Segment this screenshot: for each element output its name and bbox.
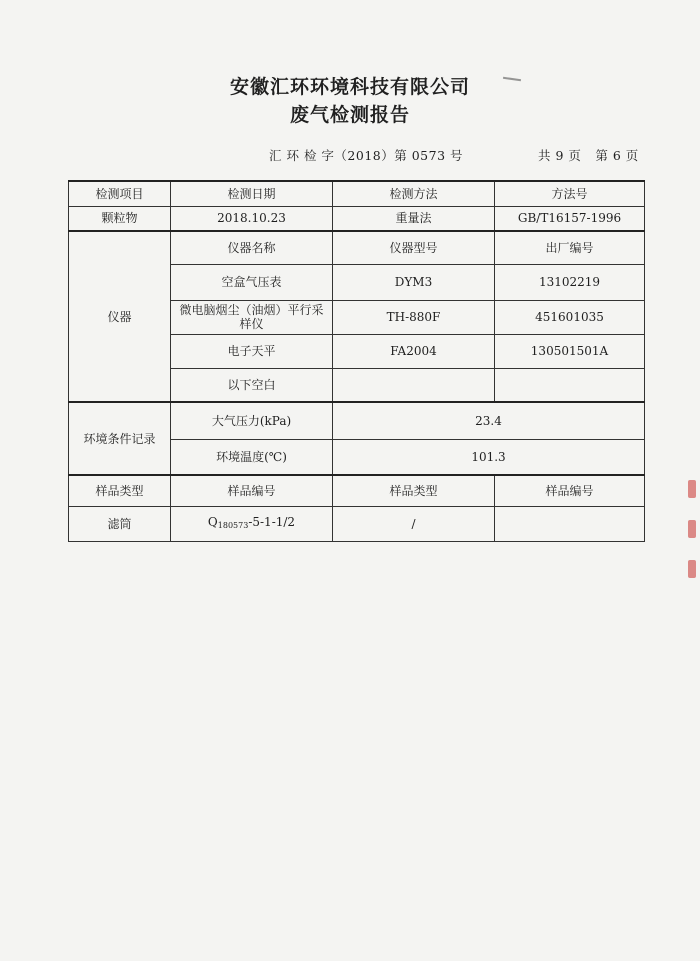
instrument-model: DYM3 <box>333 264 495 300</box>
instrument-group-label: 仪器 <box>69 231 171 402</box>
instrument-name: 空盒气压表 <box>171 264 333 300</box>
environment-group-label: 环境条件记录 <box>69 402 171 475</box>
sample-number <box>171 506 333 541</box>
environment-label: 环境温度(℃) <box>171 439 333 475</box>
test-item: 颗粒物 <box>69 206 171 231</box>
sample-number-prefix: Q <box>207 514 218 529</box>
environment-label: 大气压力(kPa) <box>171 402 333 439</box>
seal-edge-mark <box>688 480 696 600</box>
test-data-row <box>69 206 645 231</box>
sample-type: 滤筒 <box>69 506 171 541</box>
page-info <box>538 146 653 164</box>
header-cell: 检测日期 <box>171 181 333 206</box>
sample-number-suffix: -5-1-1/2 <box>248 514 296 529</box>
document-number: 汇 环 检 字（2018）第 0573 号 <box>269 148 463 163</box>
method-number: GB/T16157-1996 <box>495 206 645 231</box>
report-title: 废气检测报告 <box>289 104 410 126</box>
header-cell: 出厂编号 <box>495 231 645 264</box>
instrument-model: TH-880F <box>333 300 495 334</box>
header-cell: 方法号 <box>495 181 645 206</box>
environment-row <box>69 402 645 439</box>
header-cell: 仪器名称 <box>171 231 333 264</box>
sample-number-subscript: 180573 <box>217 520 249 530</box>
test-method: 重量法 <box>333 206 495 231</box>
header-cell: 检测方法 <box>333 181 495 206</box>
instrument-serial: 451601035 <box>495 300 645 334</box>
header-cell: 样品类型 <box>333 475 495 506</box>
test-date: 2018.10.23 <box>171 206 333 231</box>
instrument-header-row <box>69 231 645 264</box>
instrument-name: 电子天平 <box>171 334 333 368</box>
header-cell: 样品编号 <box>171 475 333 506</box>
header-cell: 检测项目 <box>69 181 171 206</box>
test-header-row <box>69 181 645 206</box>
environment-value: 23.4 <box>333 402 645 439</box>
instrument-serial <box>495 368 645 402</box>
current-page: 第 6 页 <box>595 148 639 163</box>
sample-number-2 <box>495 506 645 541</box>
instrument-serial: 13102219 <box>495 264 645 300</box>
instrument-model <box>333 368 495 402</box>
company-name: 安徽汇环环境科技有限公司 <box>229 76 470 98</box>
report-table <box>68 180 645 542</box>
header-cell: 样品类型 <box>69 475 171 506</box>
environment-value: 101.3 <box>333 439 645 475</box>
header-cell: 样品编号 <box>495 475 645 506</box>
instrument-model: FA2004 <box>333 334 495 368</box>
sample-header-row <box>69 475 645 506</box>
sample-data-row <box>69 506 645 541</box>
instrument-name: 微电脑烟尘（油烟）平行采样仪 <box>171 300 333 334</box>
instrument-name: 以下空白 <box>171 368 333 402</box>
sample-type-2: / <box>333 506 495 541</box>
instrument-serial: 130501501A <box>495 334 645 368</box>
total-pages: 共 9 页 <box>538 148 582 163</box>
header-cell: 仪器型号 <box>333 231 495 264</box>
